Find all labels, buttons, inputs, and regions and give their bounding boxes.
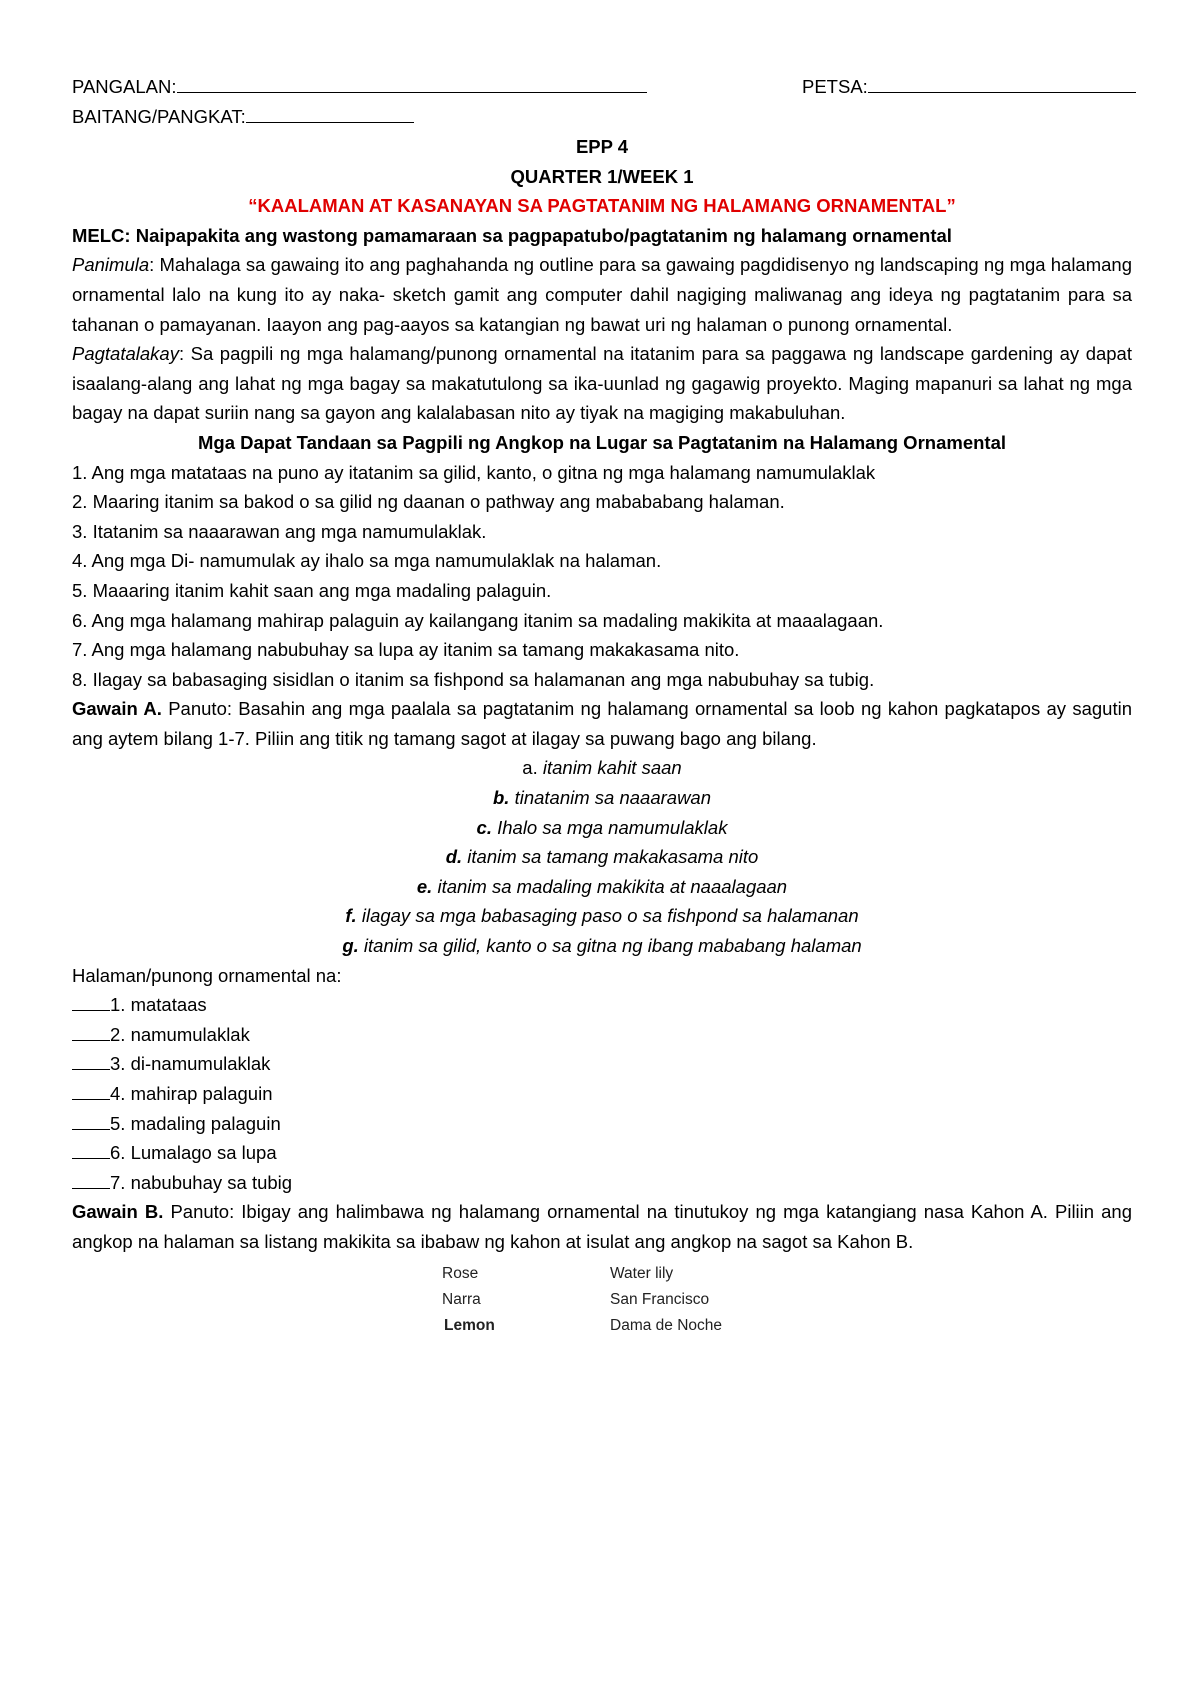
- choice-letter: f.: [345, 905, 357, 927]
- answer-items: [72, 990, 1132, 1197]
- gawain-b-text: Panuto: Ibigay ang halimbawa ng halamang ornamental na tinutukoy ng mga katangiang nasa Kahon A. Piliin ang angkop na halaman sa listang makikita sa ibabaw ng kahon at isulat ang angkop na sagot sa Kahon B.: [72, 1201, 1132, 1252]
- item-text: Ang mga halamang mahirap palaguin ay kailangang itanim sa madaling makikita at maaalagaan.: [87, 609, 884, 631]
- grade-label: BAITANG/PANGKAT:: [72, 106, 246, 127]
- list-item: [72, 635, 1132, 665]
- gawain-a-instructions: [72, 694, 1132, 753]
- answer-item: [72, 1079, 1132, 1109]
- plant-name: Narra: [442, 1290, 481, 1308]
- choice-text: itanim sa tamang makakasama nito: [462, 846, 759, 868]
- answer-item-text: 1. matataas: [110, 994, 207, 1016]
- answer-item: [72, 1138, 1132, 1168]
- item-number: 2.: [72, 491, 88, 513]
- item-number: 7.: [72, 639, 88, 661]
- gawain-a-label: Gawain A.: [72, 698, 162, 720]
- plant-name: San Francisco: [610, 1290, 710, 1308]
- subject-title: EPP 4: [575, 136, 629, 157]
- grade-field[interactable]: [246, 102, 414, 123]
- melc: MELC: Naipapakita ang wastong pamamaraan sa pagpapatubo/pagtatanim ng halamang ornamental: [72, 224, 952, 246]
- plant-name: Lemon: [444, 1316, 495, 1334]
- choice-item: [72, 783, 1132, 813]
- answer-blank[interactable]: [72, 990, 110, 1011]
- item-text: Maaaring itanim kahit saan ang mga madaling palaguin.: [87, 579, 552, 601]
- item-number: 3.: [72, 520, 88, 542]
- panimula-label: Panimula: [72, 254, 150, 276]
- choice-letter: c.: [476, 816, 492, 838]
- choice-letter: b.: [492, 787, 510, 809]
- list-item: [72, 546, 1132, 576]
- choice-letter: e.: [416, 875, 433, 897]
- date-label: PETSA:: [802, 76, 868, 97]
- answer-item-text: 3. di-namumulaklak: [110, 1053, 271, 1075]
- plant-name: Rose: [442, 1264, 479, 1282]
- choice-text: Ihalo sa mga namumulaklak: [491, 816, 728, 838]
- answer-blank[interactable]: [72, 1079, 110, 1100]
- header-row-1: [72, 72, 1132, 102]
- worksheet-page: [72, 72, 1132, 1335]
- answer-item: [72, 990, 1132, 1020]
- gawain-a-text: Panuto: Basahin ang mga paalala sa pagtatanim ng halamang ornamental sa loob ng kahon pagkatapos ay sagutin ang aytem bilang 1-7. Piliin ang titik ng tamang sagot at ilagay sa puwang bago ang bilang.: [72, 698, 1132, 749]
- answer-item: [72, 1049, 1132, 1079]
- item-text: Itatanim sa naaarawan ang mga namumulaklak.: [87, 520, 487, 542]
- answer-item: [72, 1109, 1132, 1139]
- answer-blank[interactable]: [72, 1138, 110, 1159]
- answer-item-text: 5. madaling palaguin: [110, 1112, 281, 1134]
- item-number: 6.: [72, 609, 88, 631]
- answer-blank[interactable]: [72, 1168, 110, 1189]
- answer-blank[interactable]: [72, 1020, 110, 1041]
- choice-letter: a.: [522, 757, 538, 779]
- item-text: Ilagay sa babasaging sisidlan o itanim sa fishpond sa halamanan ang mga nabubuhay sa tubig.: [87, 668, 875, 690]
- item-text: Ang mga Di- namumulak ay ihalo sa mga namumulaklak na halaman.: [87, 550, 662, 572]
- item-number: 4.: [72, 550, 88, 572]
- panimula-text: : Mahalaga sa gawaing ito ang paghahanda ng outline para sa gawaing pagdidisenyo ng landscaping ng mga halamang ornamental lalo na kung ito ay naka- sketch gamit ang computer dahil nagiging maliwanag ang ideya ng pagtatanim para sa tahanan o pamayanan. Iaayon ang pag-aayos sa katangian ng bawat uri ng halaman o punong ornamental.: [72, 254, 1132, 335]
- item-text: Ang mga matataas na puno ay itatanim sa gilid, kanto, o gitna ng mga halamang namumulaklak: [87, 461, 876, 483]
- reminders-list: [72, 458, 1132, 695]
- answer-item-text: 4. mahirap palaguin: [110, 1083, 273, 1104]
- answer-item-text: 6. Lumalago sa lupa: [110, 1142, 277, 1164]
- answer-blank[interactable]: [72, 1109, 110, 1130]
- choice-item: [72, 813, 1132, 843]
- item-text: Ang mga halamang nabubuhay sa lupa ay itanim sa tamang makakasama nito.: [87, 639, 740, 661]
- topic-title: “KAALAMAN AT KASANAYAN SA PAGTATANIM NG HALAMANG ORNAMENTAL”: [248, 195, 956, 217]
- choice-item: [72, 872, 1132, 902]
- choice-text: itanim sa madaling makikita at naaalagaan: [432, 875, 788, 897]
- name-label: PANGALAN:: [72, 76, 177, 97]
- answer-item: [72, 1020, 1132, 1050]
- panimula-paragraph: [72, 250, 1132, 339]
- item-number: 8.: [72, 668, 88, 690]
- pagtatalakay-label: Pagtatalakay: [72, 343, 179, 365]
- list-item: [72, 665, 1132, 695]
- choice-text: ilagay sa mga babasaging paso o sa fishpond sa halamanan: [356, 905, 859, 927]
- choice-text: tinatanim sa naaarawan: [509, 787, 712, 809]
- choice-letter: d.: [445, 846, 463, 868]
- list-item: [72, 458, 1132, 488]
- answer-item: [72, 1168, 1132, 1198]
- reminders-heading: Mga Dapat Tandaan sa Pagpili ng Angkop na Lugar sa Pagtatanim na Halamang Ornamental: [198, 431, 1006, 453]
- name-field[interactable]: [177, 72, 647, 93]
- item-text: Maaring itanim sa bakod o sa gilid ng daanan o pathway ang mabababang halaman.: [87, 491, 785, 513]
- answer-item-text: 2. namumulaklak: [110, 1023, 250, 1045]
- answer-item-text: 7. nabubuhay sa tubig: [110, 1171, 293, 1193]
- choice-item: [72, 931, 1132, 961]
- list-item: [72, 576, 1132, 606]
- plant-list: [72, 1257, 1132, 1335]
- choice-item: [72, 901, 1132, 931]
- answer-blank[interactable]: [72, 1049, 110, 1070]
- gawain-b-instructions: [72, 1197, 1132, 1256]
- choice-text: itanim kahit saan: [537, 757, 682, 779]
- plant-name: Water lily: [610, 1264, 674, 1282]
- pagtatalakay-text: : Sa pagpili ng mga halamang/punong ornamental na itatanim para sa paggawa ng landscape gardening ay dapat isaalang-alang ang lahat ng mga bagay sa makatutulong sa ika-uunlad ng gagawig proyekto. Maging mapanuri sa lahat ng mga bagay na dapat suriin nang sa gayon ang kalalabasan nito ay tiyak na magiging makabuluhan.: [72, 343, 1132, 424]
- quarter-title: QUARTER 1/WEEK 1: [510, 165, 694, 187]
- plant-name: Dama de Noche: [610, 1316, 723, 1334]
- gawain-a-prompt: Halaman/punong ornamental na:: [72, 964, 342, 986]
- choice-letter: g.: [342, 935, 359, 957]
- item-number: 5.: [72, 579, 88, 601]
- header-row-2: [72, 102, 1132, 132]
- date-field[interactable]: [868, 72, 1136, 93]
- choices-list: [72, 753, 1132, 960]
- gawain-b-label: Gawain B.: [72, 1201, 164, 1223]
- item-number: 1.: [72, 461, 88, 483]
- list-item: [72, 487, 1132, 517]
- list-item: [72, 517, 1132, 547]
- list-item: [72, 606, 1132, 636]
- choice-item: [72, 753, 1132, 783]
- choice-text: itanim sa gilid, kanto o sa gitna ng ibang mababang halaman: [358, 935, 862, 957]
- pagtatalakay-paragraph: [72, 339, 1132, 428]
- choice-item: [72, 842, 1132, 872]
